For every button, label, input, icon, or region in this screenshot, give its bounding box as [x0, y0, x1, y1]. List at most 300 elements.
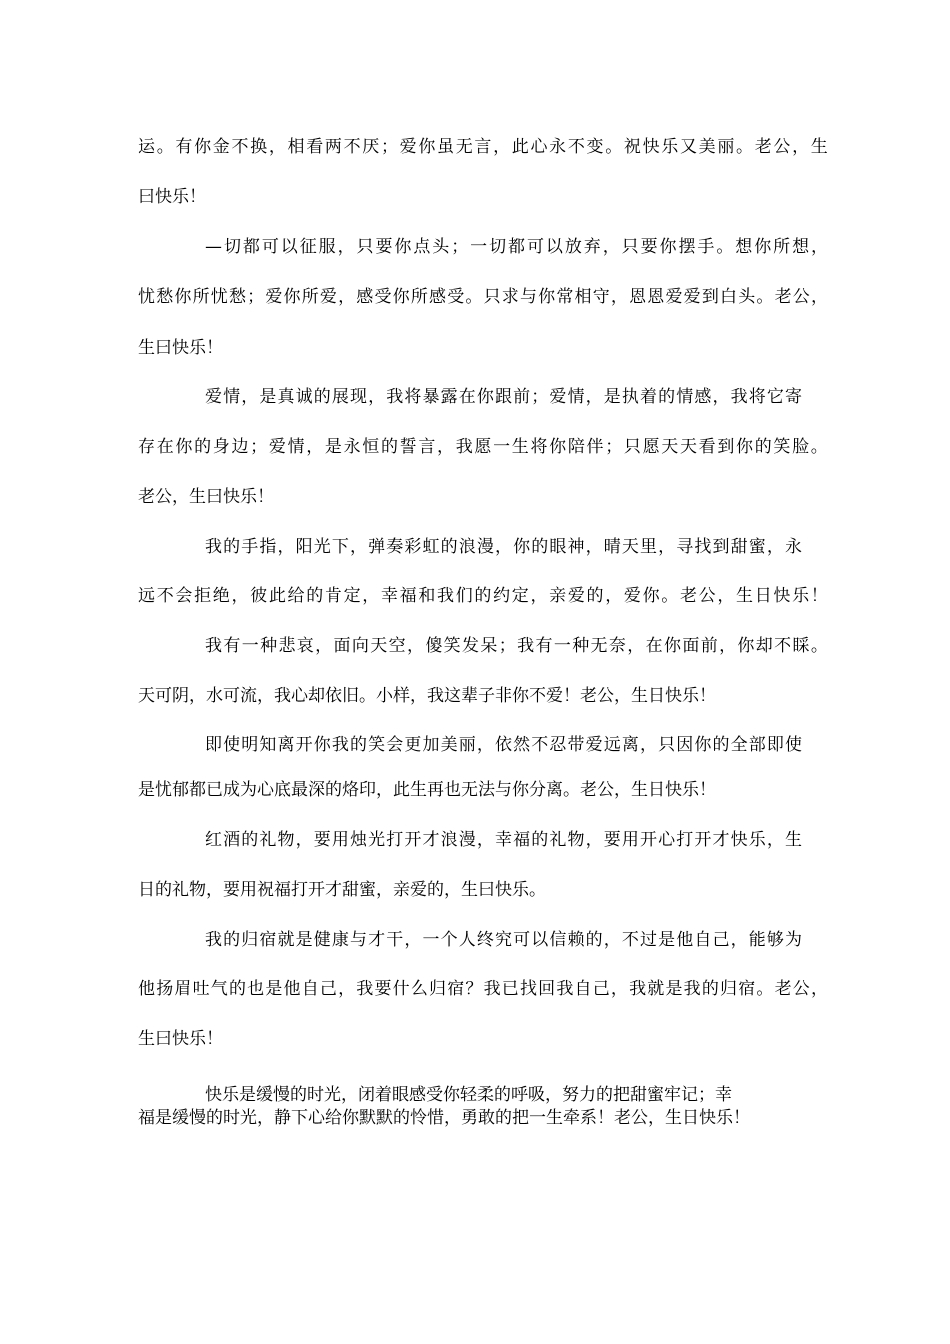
text-glyph: 手	[697, 237, 715, 257]
text-glyph: 悲	[278, 636, 296, 656]
text-glyph: 只	[621, 237, 639, 257]
text-glyph: 情	[223, 387, 241, 407]
text-glyph: 的	[241, 830, 259, 850]
text-glyph: 美	[440, 735, 458, 755]
text-glyph: 恒	[362, 437, 380, 457]
text-glyph: 摆	[678, 237, 696, 257]
text-glyph: ，	[658, 537, 676, 557]
text-glyph: 爱	[585, 735, 603, 755]
text-glyph: 与	[350, 930, 367, 950]
text-glyph: ，	[719, 636, 737, 656]
text-glyph: 我	[683, 979, 701, 999]
text-glyph: 将	[404, 387, 422, 407]
text-glyph: 。	[465, 287, 483, 307]
text-glyph: 的	[585, 930, 603, 950]
text-glyph: 愁	[156, 287, 174, 307]
text-glyph: 虽	[437, 137, 454, 157]
text-glyph: 爱	[683, 287, 701, 307]
text-glyph: 礼	[549, 830, 567, 850]
text-glyph: 远	[603, 735, 621, 755]
text-glyph: 。	[756, 979, 774, 999]
text-glyph: 向	[351, 636, 369, 656]
text-glyph: 面	[682, 636, 700, 656]
text-glyph: 即	[766, 735, 784, 755]
text-glyph: 美	[698, 137, 716, 157]
text-glyph: 相	[287, 137, 305, 157]
text-glyph: 你	[694, 735, 712, 755]
text-glyph: 够	[766, 930, 784, 950]
text-glyph: 离	[621, 735, 639, 755]
text-glyph: 不	[231, 137, 249, 157]
text-glyph: ，	[717, 586, 735, 606]
text-glyph: 感	[429, 287, 446, 307]
text-glyph: 绝	[212, 586, 230, 606]
text-glyph: 日	[754, 586, 772, 606]
text-glyph: ！	[810, 586, 828, 606]
text-glyph: 也	[247, 979, 265, 999]
text-glyph: 才	[368, 930, 386, 950]
text-glyph: 空	[388, 636, 406, 656]
text-glyph: 你	[513, 537, 531, 557]
text-glyph: ，	[603, 930, 621, 950]
text-line: 天可阴，水可流，我心却依旧。小样，我这辈子非你不爱！老公，生日快乐！	[138, 686, 716, 706]
text-glyph: 是	[603, 387, 621, 407]
text-glyph: 不	[156, 586, 174, 606]
text-glyph: 你	[549, 437, 567, 457]
text-glyph: 脸	[792, 437, 810, 457]
text-glyph: 言	[418, 437, 436, 457]
text-glyph: 要	[374, 979, 392, 999]
text-glyph: 归	[429, 979, 446, 999]
text-glyph: 情	[676, 387, 694, 407]
text-glyph: ，	[476, 830, 494, 850]
text-glyph: 所	[192, 287, 210, 307]
text-glyph: 你	[392, 287, 410, 307]
text-glyph: 才	[712, 830, 730, 850]
text-glyph: 神	[567, 537, 585, 557]
text-glyph: ；	[451, 237, 469, 257]
text-glyph: 发	[462, 636, 480, 656]
text-glyph: 找	[519, 979, 537, 999]
text-glyph: —	[205, 237, 222, 257]
text-glyph: 笑	[368, 735, 386, 755]
text-glyph: 你	[754, 237, 772, 257]
text-glyph: 他	[138, 979, 155, 999]
text-glyph: ，	[585, 387, 603, 407]
text-glyph: 无	[455, 137, 473, 157]
text-glyph: 呆	[480, 636, 498, 656]
text-glyph: 的	[474, 586, 492, 606]
text-glyph: ，	[231, 586, 249, 606]
text-glyph: 爱	[623, 586, 641, 606]
text-glyph: 此	[511, 137, 529, 157]
text-glyph: 甜	[730, 537, 748, 557]
text-glyph: 和	[418, 586, 436, 606]
text-glyph: 都	[508, 237, 525, 257]
text-glyph: 受	[374, 287, 392, 307]
text-line: 日的礼物，要用祝福打开才甜蜜，亲爱的，生曰快乐。	[138, 880, 546, 900]
text-glyph: 奈	[608, 636, 626, 656]
text-glyph: ，	[241, 387, 259, 407]
text-glyph: 吐	[192, 979, 210, 999]
text-glyph: 弹	[368, 537, 386, 557]
text-glyph: 丽	[717, 137, 735, 157]
text-glyph: 。	[810, 636, 828, 656]
text-glyph: ，	[306, 437, 324, 457]
text-glyph: 露	[440, 387, 458, 407]
text-glyph: 我	[629, 979, 647, 999]
text-glyph: 福	[399, 586, 417, 606]
text-glyph: 。	[156, 137, 174, 157]
text-glyph: 厌	[362, 137, 380, 157]
text-glyph: 跟	[495, 387, 512, 407]
text-glyph: 依	[495, 735, 512, 755]
text-glyph: 是	[665, 979, 683, 999]
text-glyph: 一	[241, 636, 259, 656]
text-glyph: 彼	[250, 586, 268, 606]
text-line	[138, 435, 828, 459]
text-glyph: 离	[277, 735, 295, 755]
text-glyph: 开	[295, 735, 313, 755]
text-glyph: 情	[567, 387, 585, 407]
text-glyph: 却	[755, 636, 773, 656]
text-glyph: 以	[531, 930, 549, 950]
text-glyph: ，	[610, 287, 628, 307]
text-glyph: 以	[545, 237, 563, 257]
text-glyph: 要	[313, 830, 331, 850]
text-glyph: 一	[470, 237, 488, 257]
text-glyph: 宿	[259, 930, 277, 950]
text-glyph: 自	[301, 979, 319, 999]
text-glyph: ，	[338, 979, 356, 999]
text-glyph: 的	[440, 537, 458, 557]
text-glyph: 誓	[399, 437, 417, 457]
text-glyph: 过	[640, 930, 657, 950]
text-glyph: 。	[756, 287, 774, 307]
text-glyph: 所	[301, 287, 319, 307]
text-glyph: ；	[380, 137, 398, 157]
text-glyph: 阳	[295, 537, 313, 557]
text-glyph: 干	[386, 930, 404, 950]
text-glyph: ，	[766, 830, 784, 850]
text-glyph: 征	[299, 237, 317, 257]
text-glyph: 乐	[748, 830, 766, 850]
text-glyph: 只	[658, 735, 676, 755]
text-glyph: 你	[174, 287, 192, 307]
text-glyph: 的	[223, 930, 241, 950]
text-glyph: 以	[280, 237, 298, 257]
text-glyph: 是	[265, 979, 283, 999]
text-glyph: 的	[531, 830, 549, 850]
text-glyph: 看	[698, 437, 716, 457]
text-glyph: 只	[623, 437, 641, 457]
text-line: 生曰快乐！	[138, 338, 223, 358]
text-glyph: 爱	[265, 287, 283, 307]
text-glyph: 变	[586, 137, 604, 157]
text-glyph: 己	[319, 979, 337, 999]
text-glyph: ，	[268, 137, 286, 157]
text-glyph: 用	[621, 830, 639, 850]
text-glyph: ，	[602, 237, 620, 257]
text-glyph: 老	[774, 287, 792, 307]
text-glyph: 全	[730, 735, 748, 755]
text-glyph: 带	[567, 735, 585, 755]
text-glyph: 着	[640, 387, 657, 407]
paragraph-first-line	[205, 928, 802, 952]
text-glyph: 愿	[642, 437, 660, 457]
text-glyph: 知	[259, 735, 277, 755]
text-glyph: 与	[519, 287, 537, 307]
text-glyph: 天	[370, 636, 388, 656]
text-glyph: 诚	[295, 387, 313, 407]
text-glyph: 即	[205, 735, 222, 755]
text-glyph: 漫	[476, 537, 494, 557]
text-glyph: 又	[679, 137, 697, 157]
text-glyph: 的	[223, 537, 241, 557]
text-glyph: 开	[640, 830, 657, 850]
text-glyph: 暴	[422, 387, 440, 407]
text-glyph: 的	[754, 437, 772, 457]
text-glyph: 金	[212, 137, 230, 157]
text-glyph: 看	[306, 137, 324, 157]
text-glyph: 的	[712, 735, 730, 755]
text-glyph: ，	[437, 437, 454, 457]
text-glyph: 到	[712, 537, 730, 557]
text-glyph: 个	[440, 930, 458, 950]
text-glyph: ，	[730, 930, 748, 950]
text-glyph: 么	[410, 979, 428, 999]
text-glyph: 归	[720, 979, 737, 999]
text-glyph: ，	[350, 537, 367, 557]
text-glyph: 要	[375, 237, 393, 257]
text-glyph: ？	[465, 979, 483, 999]
text-glyph: 你	[394, 237, 412, 257]
text-glyph: 终	[476, 930, 494, 950]
text-glyph: 打	[386, 830, 404, 850]
text-glyph: 定	[343, 586, 361, 606]
text-glyph: 生	[511, 437, 529, 457]
text-glyph: ，	[337, 237, 355, 257]
text-glyph: 他	[283, 979, 301, 999]
text-glyph: 睬	[792, 636, 810, 656]
text-glyph: 自	[694, 930, 712, 950]
text-glyph: 有	[223, 636, 241, 656]
text-glyph: 有	[535, 636, 553, 656]
text-glyph: 此	[268, 586, 286, 606]
text-glyph: 约	[493, 586, 511, 606]
paragraph-first-line: 快乐是缓慢的时光，闭着眼感受你轻柔的呼吸，努力的把甜蜜牢记；幸	[205, 1085, 732, 1105]
text-glyph: 忧	[210, 287, 228, 307]
text-glyph: ，	[585, 830, 603, 850]
text-glyph: 前	[700, 636, 718, 656]
paragraph-first-line	[205, 235, 828, 259]
text-glyph: 相	[574, 287, 592, 307]
text-glyph: 更	[404, 735, 422, 755]
text-glyph: 将	[748, 387, 766, 407]
text-glyph: 会	[175, 586, 193, 606]
text-glyph: ，	[406, 636, 424, 656]
text-glyph: 礼	[259, 830, 277, 850]
text-glyph: ，	[295, 830, 313, 850]
text-glyph: 信	[549, 930, 567, 950]
text-glyph: 手	[241, 537, 259, 557]
text-line: 老公，生曰快乐！	[138, 487, 274, 507]
text-glyph: 。	[736, 137, 753, 157]
text-glyph: 福	[513, 830, 531, 850]
text-glyph: 生	[736, 586, 753, 606]
text-glyph: 快	[642, 137, 660, 157]
text-line: 曰快乐！	[138, 187, 206, 207]
text-glyph: 种	[260, 636, 278, 656]
text-glyph: 会	[386, 735, 404, 755]
text-glyph: ；	[605, 437, 623, 457]
text-glyph: 的	[306, 586, 324, 606]
text-glyph: 物	[277, 830, 295, 850]
text-glyph: 拒	[194, 586, 212, 606]
text-glyph: 己	[712, 930, 730, 950]
text-glyph: 老	[774, 979, 792, 999]
text-glyph: 老	[754, 137, 772, 157]
text-glyph: 你	[313, 735, 331, 755]
text-glyph: 我	[556, 979, 574, 999]
text-glyph: ，	[605, 586, 623, 606]
text-glyph: 是	[324, 437, 342, 457]
text-glyph: 受	[447, 287, 465, 307]
text-glyph: 快	[730, 830, 748, 850]
text-glyph: 一	[422, 930, 440, 950]
text-glyph: 蜜	[748, 537, 766, 557]
text-glyph: ，	[610, 979, 628, 999]
text-glyph: 天	[679, 437, 697, 457]
text-line	[138, 285, 828, 309]
text-glyph: 想	[792, 237, 810, 257]
text-glyph: 亲	[549, 586, 567, 606]
text-glyph: 它	[766, 387, 784, 407]
text-glyph: 愁	[228, 287, 246, 307]
text-glyph: 开	[694, 830, 712, 850]
text-glyph: 的	[228, 979, 246, 999]
text-glyph: 恩	[629, 287, 647, 307]
text-glyph: 的	[658, 387, 676, 407]
text-glyph: 你	[418, 137, 436, 157]
text-glyph: 奏	[386, 537, 404, 557]
text-glyph: ，	[792, 137, 810, 157]
text-glyph: ，	[368, 387, 386, 407]
text-glyph: 乐	[792, 586, 810, 606]
text-glyph: 明	[241, 735, 259, 755]
text-glyph: 傻	[425, 636, 443, 656]
text-glyph: 爱	[567, 586, 585, 606]
text-glyph: 放	[564, 237, 582, 257]
text-glyph: 不	[621, 930, 639, 950]
text-glyph: 我	[437, 586, 454, 606]
text-glyph: 他	[676, 930, 694, 950]
text-glyph: 。	[810, 437, 828, 457]
text-line	[138, 135, 828, 159]
text-glyph: 的	[701, 979, 719, 999]
text-glyph: 换	[250, 137, 268, 157]
text-glyph: 爱	[399, 137, 417, 157]
text-glyph: 心	[658, 830, 676, 850]
text-glyph: 可	[261, 237, 279, 257]
text-glyph: 我	[730, 387, 748, 407]
text-glyph: 都	[242, 237, 260, 257]
text-glyph: 永	[343, 437, 361, 457]
text-glyph: 永	[785, 537, 802, 557]
text-glyph: 有	[175, 137, 193, 157]
text-glyph: ，	[712, 387, 730, 407]
text-glyph: 给	[287, 586, 305, 606]
text-glyph: 才	[422, 830, 440, 850]
text-glyph: 老	[679, 586, 697, 606]
text-glyph: 公	[698, 586, 716, 606]
text-glyph: 弃	[583, 237, 601, 257]
text-glyph: 彩	[404, 537, 422, 557]
text-glyph: 恩	[647, 287, 665, 307]
text-glyph: 公	[773, 137, 791, 157]
paragraph-first-line	[205, 828, 802, 852]
text-glyph: 天	[661, 437, 679, 457]
text-glyph: 所	[773, 237, 791, 257]
text-glyph: 健	[313, 930, 331, 950]
text-glyph: 是	[295, 930, 313, 950]
text-line: 是忧郁都已成为心底最深的烙印，此生再也无法与你分离。老公，生日快乐！	[138, 780, 716, 800]
text-glyph: 乐	[661, 137, 679, 157]
text-line: 福是缓慢的时光，静下心给你默默的怜惜，勇敢的把一生牵系！老公，生日快乐！	[138, 1108, 750, 1128]
text-glyph: 的	[531, 537, 549, 557]
text-glyph: 爱	[268, 437, 286, 457]
text-glyph: 不	[774, 636, 792, 656]
text-glyph: 在	[458, 387, 476, 407]
text-glyph: ，	[404, 930, 422, 950]
text-glyph: 心	[530, 137, 548, 157]
text-glyph: 我	[205, 930, 222, 950]
text-glyph: ；	[531, 387, 549, 407]
text-glyph: 是	[658, 930, 676, 950]
text-glyph: 可	[513, 930, 531, 950]
text-glyph: 要	[640, 237, 658, 257]
text-glyph: 指	[259, 537, 277, 557]
text-glyph: 眉	[174, 979, 192, 999]
text-glyph: 就	[277, 930, 295, 950]
text-glyph: 我	[517, 636, 535, 656]
text-glyph: 生	[810, 137, 828, 157]
text-glyph: 康	[331, 930, 349, 950]
text-glyph: ；	[250, 437, 268, 457]
text-glyph: 加	[422, 735, 440, 755]
text-glyph: 陪	[567, 437, 585, 457]
text-glyph: 将	[530, 437, 548, 457]
text-glyph: ，	[810, 287, 828, 307]
text-glyph: 切	[489, 237, 507, 257]
text-glyph: 要	[603, 830, 621, 850]
text-glyph: 自	[574, 979, 592, 999]
text-glyph: 丽	[458, 735, 476, 755]
text-glyph: 赖	[567, 930, 585, 950]
text-glyph: 只	[356, 237, 374, 257]
text-glyph: 我	[205, 537, 222, 557]
text-glyph: 到	[701, 287, 719, 307]
text-glyph: 打	[676, 830, 694, 850]
text-glyph: 天	[621, 537, 639, 557]
text-glyph: 我	[331, 735, 349, 755]
text-glyph: 我	[455, 437, 473, 457]
text-glyph: 的	[586, 586, 604, 606]
text-glyph: ，	[315, 636, 333, 656]
text-glyph: 你	[663, 636, 681, 656]
text-glyph: 部	[748, 735, 766, 755]
text-glyph: ，	[493, 137, 511, 157]
